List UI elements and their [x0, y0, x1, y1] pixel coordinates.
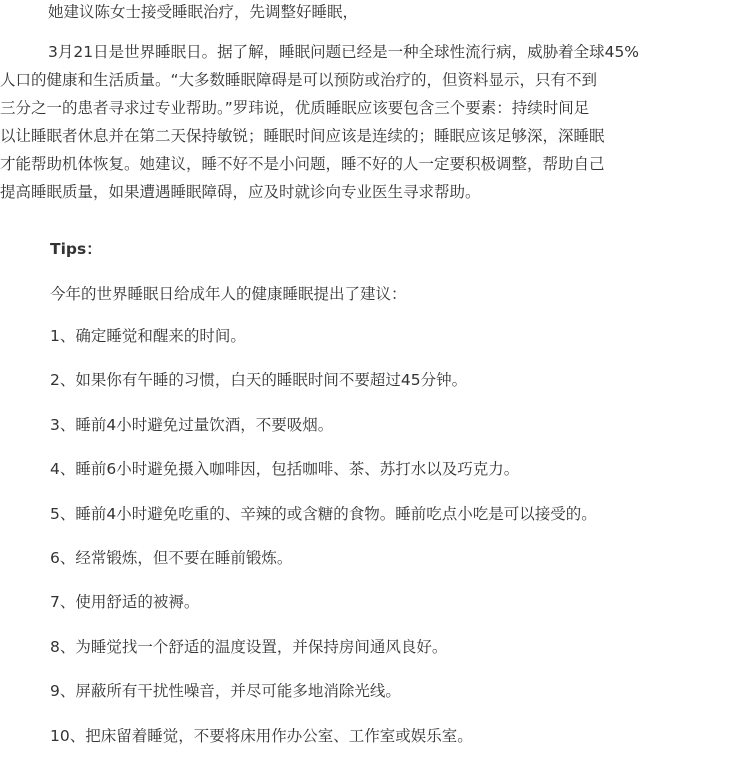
tip-item: 10、把床留着睡觉，不要将床用作办公室、工作室或娱乐室。: [50, 726, 473, 745]
tip-item: 6、经常锻炼，但不要在睡前锻炼。: [50, 548, 293, 567]
world-sleep-day-paragraph: [0, 38, 741, 206]
tips-list: [50, 322, 597, 766]
tip-item: 1、确定睡觉和醒来的时间。: [50, 327, 246, 345]
tips-intro: 今年的世界睡眠日给成年人的健康睡眠提出了建议：: [50, 285, 407, 303]
tip-item: 7、使用舒适的被褥。: [50, 593, 200, 612]
paragraph-line: 才能帮助机体恢复。她建议，睡不好不是小问题，睡不好的人一定要积极调整，帮助自己: [0, 155, 605, 173]
intro-paragraph: [0, 0, 741, 26]
paragraph-line: 提高睡眠质量，如果遭遇睡眠障碍，应及时就诊向专业医生寻求帮助。: [0, 183, 481, 201]
paragraph-line: 三分之一的患者寻求过专业帮助。”罗玮说，优质睡眠应该要包含三个要素：持续时间足: [0, 99, 590, 117]
tip-item: 2、如果你有午睡的习惯，白天的睡眠时间不要超过45分钟。: [50, 371, 468, 390]
tip-item: 3、睡前4小时避免过量饮酒，不要吸烟。: [50, 415, 334, 434]
paragraph-line: 人口的健康和生活质量。“大多数睡眠障碍是可以预防或治疗的，但资料显示，只有不到: [0, 71, 598, 89]
paragraph-line: 以让睡眠者休息并在第二天保持敏锐；睡眠时间应该是连续的；睡眠应该足够深，深睡眠: [0, 127, 605, 145]
tip-item: 8、为睡觉找一个舒适的温度设置，并保持房间通风良好。: [50, 637, 448, 656]
tips-heading: Tips：: [50, 240, 102, 258]
tip-item: 4、睡前6小时避免摄入咖啡因，包括咖啡、茶、苏打水以及巧克力。: [50, 460, 520, 479]
tip-item: 5、睡前4小时避免吃重的、辛辣的或含糖的食物。睡前吃点小吃是可以接受的。: [50, 504, 597, 523]
intro-line: 她建议陈女士接受睡眠治疗，先调整好睡眠，: [48, 3, 359, 21]
tip-item: 9、屏蔽所有干扰性噪音，并尽可能多地消除光线。: [50, 682, 401, 701]
paragraph-line: 3月21日是世界睡眠日。据了解，睡眠问题已经是一种全球性流行病，威胁着全球45%: [48, 43, 640, 61]
